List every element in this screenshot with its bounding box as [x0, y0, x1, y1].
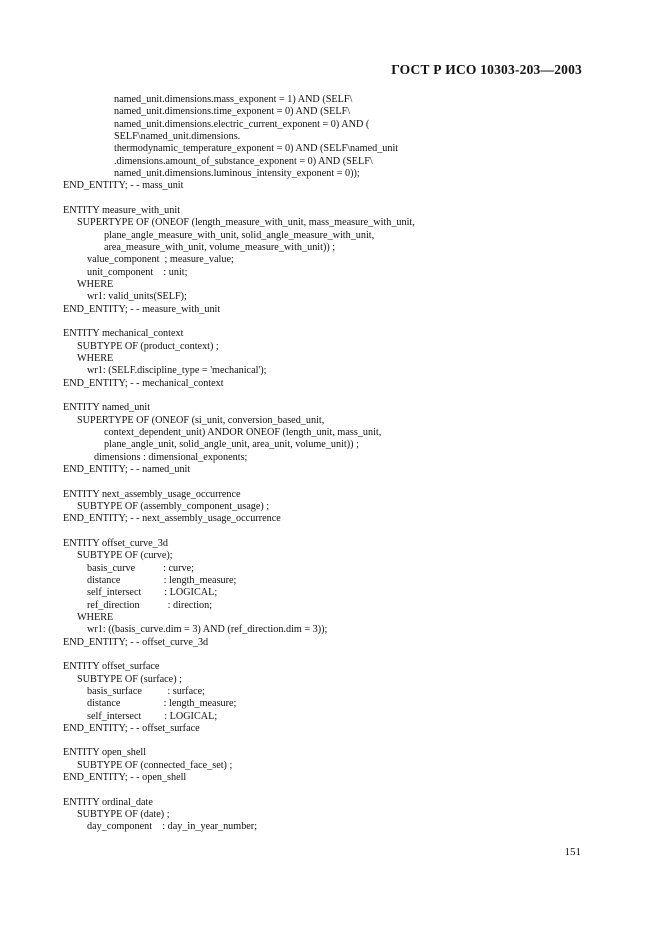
code-line: plane_angle_unit, solid_angle_unit, area_unit, volume_unit)) ;	[104, 439, 359, 451]
code-line: plane_angle_measure_with_unit, solid_angle_measure_with_unit,	[104, 229, 375, 241]
code-line: END_ENTITY; - - mass_unit	[63, 180, 184, 192]
code-line: named_unit.dimensions.mass_exponent = 1) AND (SELF\	[114, 94, 353, 105]
code-line: basis_curve : curve;	[87, 562, 194, 574]
code-line: ref_direction : direction;	[87, 599, 213, 611]
code-line: wr1: valid_units(SELF);	[87, 291, 187, 303]
code-line: ENTITY offset_surface	[63, 661, 160, 673]
code-line: WHERE	[77, 611, 114, 623]
code-line: END_ENTITY; - - open_shell	[63, 772, 187, 784]
code-line: SUBTYPE OF (connected_face_set) ;	[77, 759, 233, 771]
code-line: END_ENTITY; - - next_assembly_usage_occurrence	[63, 513, 281, 525]
code-line: day_component : day_in_year_number;	[87, 821, 258, 833]
code-line: area_measure_with_unit, volume_measure_with_unit)) ;	[104, 241, 336, 253]
code-line: END_ENTITY; - - mechanical_context	[63, 377, 224, 389]
code-line: wr1: (SELF.discipline_type = 'mechanical');	[87, 365, 267, 377]
code-line: distance : length_measure;	[87, 698, 237, 710]
code-line: ENTITY open_shell	[63, 747, 147, 759]
code-line: value_component ; measure_value;	[87, 254, 234, 266]
code-line: SELF\named_unit.dimensions.	[114, 130, 241, 142]
code-line: dimensions : dimensional_exponents;	[94, 451, 248, 463]
code-line: thermodynamic_temperature_exponent = 0) AND (SELF\named_unit	[114, 143, 399, 155]
code-line: END_ENTITY; - - measure_with_unit	[63, 303, 221, 315]
code-line: context_dependent_unit) ANDOR ONEOF (length_unit, mass_unit,	[104, 426, 382, 438]
code-line: self_intersect : LOGICAL;	[87, 710, 218, 722]
code-line: SUBTYPE OF (product_context) ;	[77, 340, 219, 352]
code-line: ENTITY measure_with_unit	[63, 204, 181, 216]
code-line: self_intersect : LOGICAL;	[87, 587, 218, 599]
code-line: END_ENTITY; - - named_unit	[63, 463, 191, 475]
code-line: END_ENTITY; - - offset_surface	[63, 722, 200, 734]
code-line: .dimensions.amount_of_substance_exponent = 0) AND (SELF\	[114, 155, 373, 167]
code-line: SUPERTYPE OF (ONEOF (si_unit, conversion_based_unit,	[77, 414, 325, 426]
code-line: ENTITY mechanical_context	[63, 328, 184, 340]
code-line: unit_component : unit;	[87, 266, 188, 278]
code-line: END_ENTITY; - - offset_curve_3d	[63, 636, 209, 648]
code-line: wr1: ((basis_curve.dim = 3) AND (ref_direction.dim = 3));	[87, 624, 328, 636]
code-line: ENTITY named_unit	[63, 402, 151, 414]
code-line: named_unit.dimensions.luminous_intensity_exponent = 0));	[114, 167, 360, 179]
code-line: SUBTYPE OF (curve);	[77, 550, 173, 562]
code-line: WHERE	[77, 278, 114, 290]
code-line: basis_surface : surface;	[87, 685, 205, 697]
code-line: ENTITY ordinal_date	[63, 796, 153, 808]
code-line: distance : length_measure;	[87, 574, 237, 586]
code-line: WHERE	[77, 352, 114, 364]
code-line: ENTITY next_assembly_usage_occurrence	[63, 488, 241, 500]
code-line: named_unit.dimensions.time_exponent = 0) AND (SELF\	[114, 106, 351, 118]
code-line: ENTITY offset_curve_3d	[63, 537, 168, 549]
code-line: SUBTYPE OF (assembly_component_usage) ;	[77, 500, 270, 512]
code-line: SUPERTYPE OF (ONEOF (length_measure_with_unit, mass_measure_with_unit,	[77, 217, 415, 229]
document-header: ГОСТ Р ИСО 10303-203—2003	[391, 62, 582, 77]
code-line: SUBTYPE OF (surface) ;	[77, 673, 182, 685]
code-line: SUBTYPE OF (date) ;	[77, 809, 170, 821]
page-number: 151	[564, 846, 581, 858]
code-line: named_unit.dimensions.electric_current_exponent = 0) AND (	[114, 118, 370, 130]
